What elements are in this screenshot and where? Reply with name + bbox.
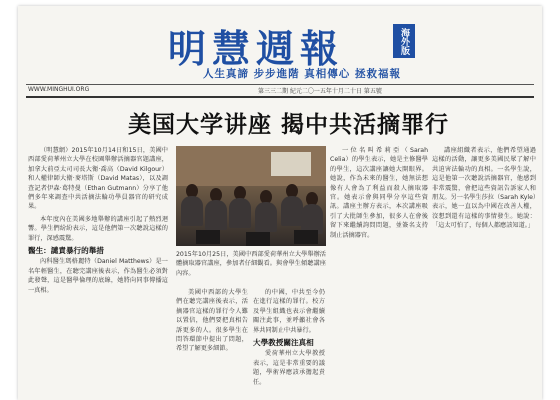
article-column-right-2 [432,146,536,400]
edition-badge: 海外版 [393,24,415,58]
article-column-right-1 [330,146,428,400]
article-column-left [28,146,168,400]
article-paragraph: 的中國，中共至今仍在進行這樣的罪行。校方及學生組織也表示會繼續關注此事，並呼籲社會各界共同制止中共暴行。 [253,289,325,334]
masthead [18,6,542,98]
article-column-mid-2 [253,288,325,400]
article-paragraph: 一位名叫希莉亞（Sarah Celia）的學生表示，她是主修醫學的學生，這次講座讓她大開眼界。她說，作為未來的醫生，她無法想像有人會為了利益而殺人摘取器官。她表示會與同學分享這些資訊。講座主辦方表示，本次講座吸引了大批師生參加，很多人在會後留下來繼續詢問問題，並簽名支持制止活摘器官。 [330,147,428,239]
article-column-mid-1 [176,288,248,400]
article-paragraph: （明慧網）2015年10月14日和15日，美國中西部愛荷華州立大學在校園舉辦活摘器官題講座，加拿大前亞太司司長大衛‧喬高（David Kilgour）和人權律師大衛‧麥塔斯（David Matas），以及調查記者伊森‧葛特曼（Ethan Gutmann）分享了他們多年來調查中共活摘法輪功學員器官的研究成果。 [28,147,168,211]
masthead-divider-bottom [26,96,534,98]
caption-text: 2015年10月25日，美國中西部愛荷華州立大學舉辦活體摘取器官講座，參加者仔細觀看。與會學生傾聽講座內容。 [176,251,326,277]
masthead-divider [26,84,534,85]
issue-info: 第三三二期 紀元二〇一五年十月二十日 第五號 [258,88,382,95]
newspaper-title: 明慧週報 [168,26,345,71]
projection-screen [271,152,311,176]
article-paragraph: 本年度內在美國多地舉辦的講座引起了熱烈迴響。學生們紛紛表示，這是他們第一次聽說這樣的罪行，深感震驚。 [28,215,168,242]
article-headline: 美国大学讲座 揭中共活摘罪行 [128,112,450,138]
photo-caption [176,250,326,284]
newspaper-page [18,6,542,400]
section-subhead: 醫生：譴責暴行的舉措 [28,246,104,256]
masthead-slogan: 人生真諦 步步進階 真相傳心 拯救福報 [203,68,401,80]
article-paragraph: 美國中西部的大學生們在聽完講座後表示，活摘器官這樣的罪行令人難以置信，他們要把真相告訴更多的人。很多學生在問答環節中提出了問題，希望了解更多細節。 [176,289,248,353]
section-subhead: 大學教授關注真相 [253,338,314,348]
article-paragraph: 內科醫生瑪格麗特（Daniel Matthews）是一名年輕醫生，在聽完講座後表示，作為醫生必須對此發聲，這是醫學倫理的底線，她將向同事傳播這一真相。 [28,258,168,294]
website-url: WWW.MINGHUI.ORG [28,86,90,93]
article-paragraph: 講座組織者表示，他們希望通過這樣的活動，讓更多美國民眾了解中共迫害法輪功的真相。一名學生說，這是他第一次聽說活摘器官，他感到非常震驚，會把這些資訊告訴家人和朋友。另一名學生莎拉（Sarah Kyle）表示，她一直以為中國在改善人權，沒想到還有這樣的事情發生。她說：「這太可怕了，每個人都應該知道。」 [432,147,536,230]
article-paragraph: 愛荷華州立大學教授表示，這是非常重要的議題，學術界應該承擔起責任。 [253,350,325,386]
lecture-photo [176,146,326,246]
